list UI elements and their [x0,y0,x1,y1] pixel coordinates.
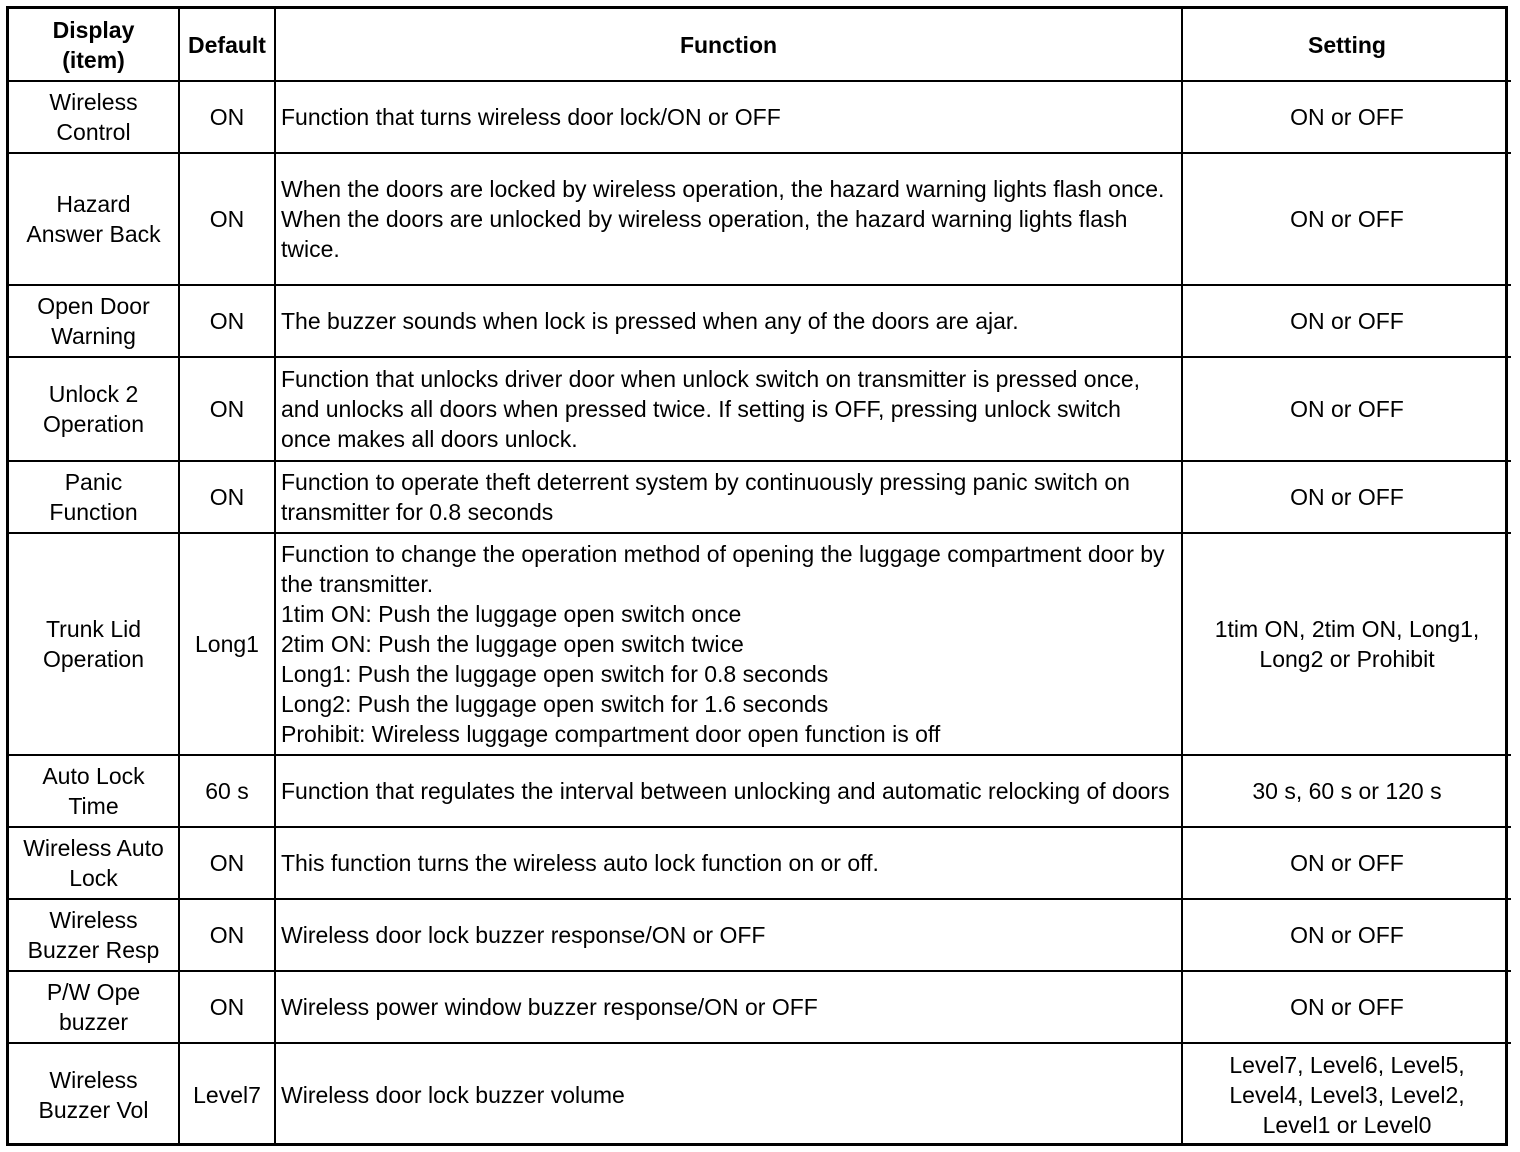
table-row [9,899,1511,971]
function-cell [275,827,1182,899]
default-value-cell: ON [179,285,275,357]
function-text-line: When the doors are locked by wireless operation, the hazard warning lights flash once. [281,176,1165,202]
function-text-line: When the doors are unlocked by wireless operation, the hazard warning lights flash twice. [281,206,1128,262]
header-display: Display (item) [9,9,179,81]
function-cell [275,755,1182,827]
table-row [9,81,1511,153]
function-text-line: Long1: Push the luggage open switch for 0.8 seconds [281,661,829,687]
function-text-line: The buzzer sounds when lock is pressed when any of the doors are ajar. [281,308,1019,334]
setting-options-cell: ON or OFF [1182,81,1511,153]
table-row [9,1043,1511,1145]
table-row [9,971,1511,1043]
default-value-cell: ON [179,899,275,971]
function-text-line: 1tim ON: Push the luggage open switch once [281,601,742,627]
setting-options-cell: ON or OFF [1182,461,1511,533]
default-value-cell: ON [179,153,275,285]
table-row [9,357,1511,461]
setting-options-cell: ON or OFF [1182,827,1511,899]
function-text-line: Wireless door lock buzzer volume [281,1081,625,1108]
setting-options-cell: ON or OFF [1182,357,1511,461]
default-value-cell: 60 s [179,755,275,827]
header-row [9,9,1511,81]
function-cell [275,533,1182,755]
table-row [9,827,1511,899]
function-text-line: This function turns the wireless auto lock function on or off. [281,850,879,876]
function-text-line: Function to change the operation method of opening the luggage compartment door by the transmitter. [281,541,1165,597]
display-item-cell: Unlock 2 Operation [9,357,179,461]
function-text-line: Function that unlocks driver door when unlock switch on transmitter is pressed once, and unlocks all doors when pressed twice. If setting is OFF, pressing unlock switch once makes all doors unlock. [281,366,1141,452]
table-row [9,755,1511,827]
function-cell [275,1043,1182,1145]
table-row [9,153,1511,285]
default-value-cell: Level7 [179,1043,275,1145]
display-item-cell: P/W Ope buzzer [9,971,179,1043]
function-cell [275,461,1182,533]
default-value-cell: ON [179,971,275,1043]
function-cell [275,971,1182,1043]
function-text-line: Wireless door lock buzzer response/ON or OFF [281,922,766,948]
settings-table [9,9,1511,1145]
setting-options-cell: ON or OFF [1182,285,1511,357]
setting-options-cell: ON or OFF [1182,971,1511,1043]
settings-table-frame [6,6,1508,1146]
display-item-cell: Auto Lock Time [9,755,179,827]
function-cell [275,285,1182,357]
display-item-cell: Wireless Control [9,81,179,153]
default-value-cell: ON [179,357,275,461]
setting-options-cell: 30 s, 60 s or 120 s [1182,755,1511,827]
display-item-cell: Wireless Buzzer Vol [9,1043,179,1145]
setting-options-cell: ON or OFF [1182,899,1511,971]
function-cell [275,899,1182,971]
default-value-cell: ON [179,827,275,899]
display-item-cell: Wireless Buzzer Resp [9,899,179,971]
function-text-line: Function that regulates the interval between unlocking and automatic relocking of doors [281,778,1170,804]
default-value-cell: ON [179,461,275,533]
display-item-cell: Panic Function [9,461,179,533]
header-function: Function [275,9,1182,81]
display-item-cell: Hazard Answer Back [9,153,179,285]
setting-options-cell: ON or OFF [1182,153,1511,285]
function-cell [275,153,1182,285]
display-item-cell: Open Door Warning [9,285,179,357]
function-text-line: 2tim ON: Push the luggage open switch twice [281,631,744,657]
setting-options-cell: 1tim ON, 2tim ON, Long1, Long2 or Prohibit [1182,533,1511,755]
header-default: Default [179,9,275,81]
function-text-line: Function to operate theft deterrent system by continuously pressing panic switch on transmitter for 0.8 seconds [281,469,1130,525]
default-value-cell: ON [179,81,275,153]
function-cell [275,357,1182,461]
function-text-line: Function that turns wireless door lock/ON or OFF [281,104,781,130]
function-text-line: Prohibit: Wireless luggage compartment door open function is off [281,721,941,747]
table-row [9,285,1511,357]
display-item-cell: Trunk Lid Operation [9,533,179,755]
function-text-line: Long2: Push the luggage open switch for 1.6 seconds [281,691,829,717]
function-cell [275,81,1182,153]
display-item-cell: Wireless Auto Lock [9,827,179,899]
table-row [9,533,1511,755]
default-value-cell: Long1 [179,533,275,755]
header-setting: Setting [1182,9,1511,81]
function-text-line: Wireless power window buzzer response/ON or OFF [281,994,818,1020]
table-row [9,461,1511,533]
setting-options-cell: Level7, Level6, Level5, Level4, Level3, Level2, Level1 or Level0 [1182,1043,1511,1145]
